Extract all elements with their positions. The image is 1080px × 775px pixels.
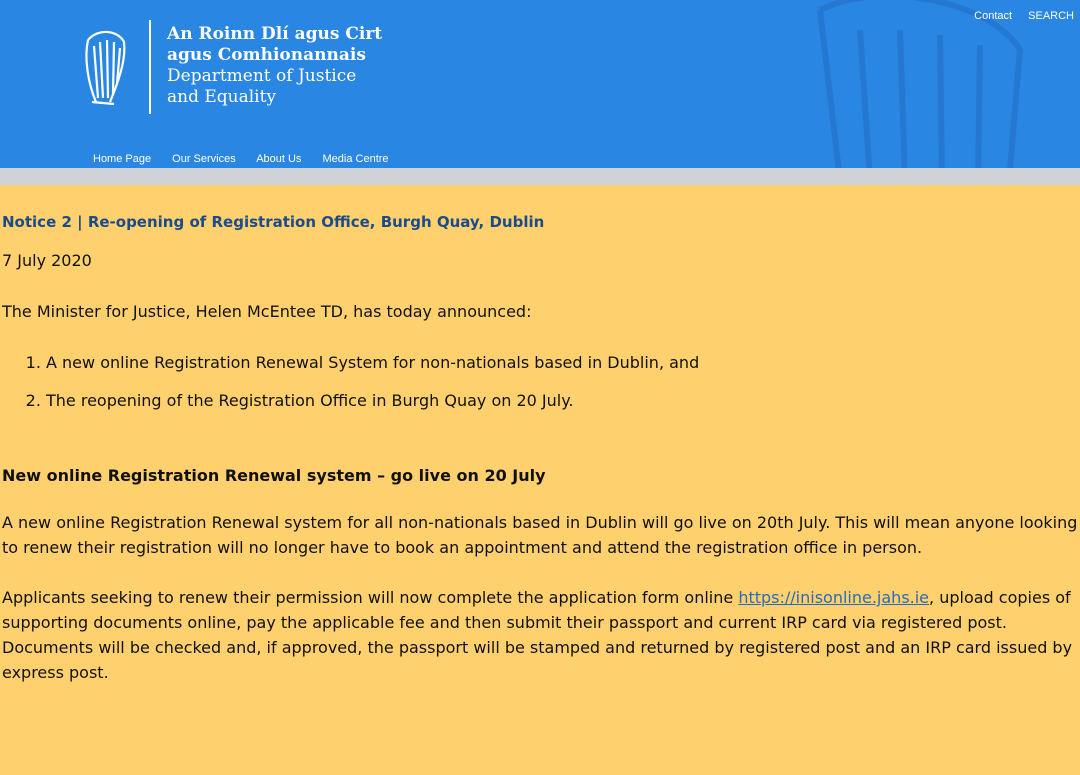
main-nav <box>93 153 407 165</box>
paragraph-2-text-b: , upload copies of supporting documents online, pay the applicable fee and then submit their passport and current IRP card via registered post. Documents will be checked and, if approved, the passport will be stamped and returned by registered post and an IRP card issued by express post. <box>2 588 1073 682</box>
notice-title: Notice 2 | Re-opening of Registration Office, Burgh Quay, Dublin <box>2 213 545 231</box>
department-name[interactable] <box>167 24 382 108</box>
paragraph-2 <box>2 585 1080 685</box>
site-header <box>0 0 1080 168</box>
section-heading: New online Registration Renewal system – go live on 20 July <box>2 466 546 485</box>
nav-our-services[interactable]: Our Services <box>172 153 236 165</box>
paragraph-1: A new online Registration Renewal system for all non-nationals based in Dublin will go live on 20th July. This will mean anyone looking to renew their registration will no longer have to book an appointment and attend the registration office in person. <box>2 513 1078 557</box>
announcement-list <box>2 353 1080 410</box>
list-item: 2. The reopening of the Registration Office in Burgh Quay on 20 July. <box>46 391 1080 410</box>
article-content <box>0 185 1080 775</box>
article-intro: The Minister for Justice, Helen McEntee TD, has today announced: <box>2 302 532 321</box>
nav-media-centre[interactable]: Media Centre <box>322 153 389 165</box>
nav-home-page[interactable]: Home Page <box>93 153 152 165</box>
contact-link[interactable]: Contact <box>974 10 1013 22</box>
dept-name-english-2: and Equality <box>167 87 277 107</box>
nav-about-us[interactable]: About Us <box>256 153 302 165</box>
dept-name-irish-2: agus Comhionannais <box>167 45 366 65</box>
dept-name-irish-1: An Roinn Dlí agus Cirt <box>167 24 383 44</box>
top-links <box>961 10 1074 22</box>
dept-name-english-1: Department of Justice <box>167 66 357 86</box>
inisonline-link[interactable]: https://inisonline.jahs.ie <box>738 588 930 607</box>
harp-logo-icon[interactable] <box>80 28 130 108</box>
header-divider-bar <box>0 168 1080 185</box>
search-link[interactable]: SEARCH <box>1028 10 1074 22</box>
paragraph-2-text-a: Applicants seeking to renew their permission will now complete the application form online <box>2 588 739 607</box>
harp-watermark-icon <box>760 0 1060 168</box>
logo-divider <box>149 20 151 114</box>
list-item: 1. A new online Registration Renewal System for non-nationals based in Dublin, and <box>46 353 1080 372</box>
article-date: 7 July 2020 <box>2 251 92 270</box>
